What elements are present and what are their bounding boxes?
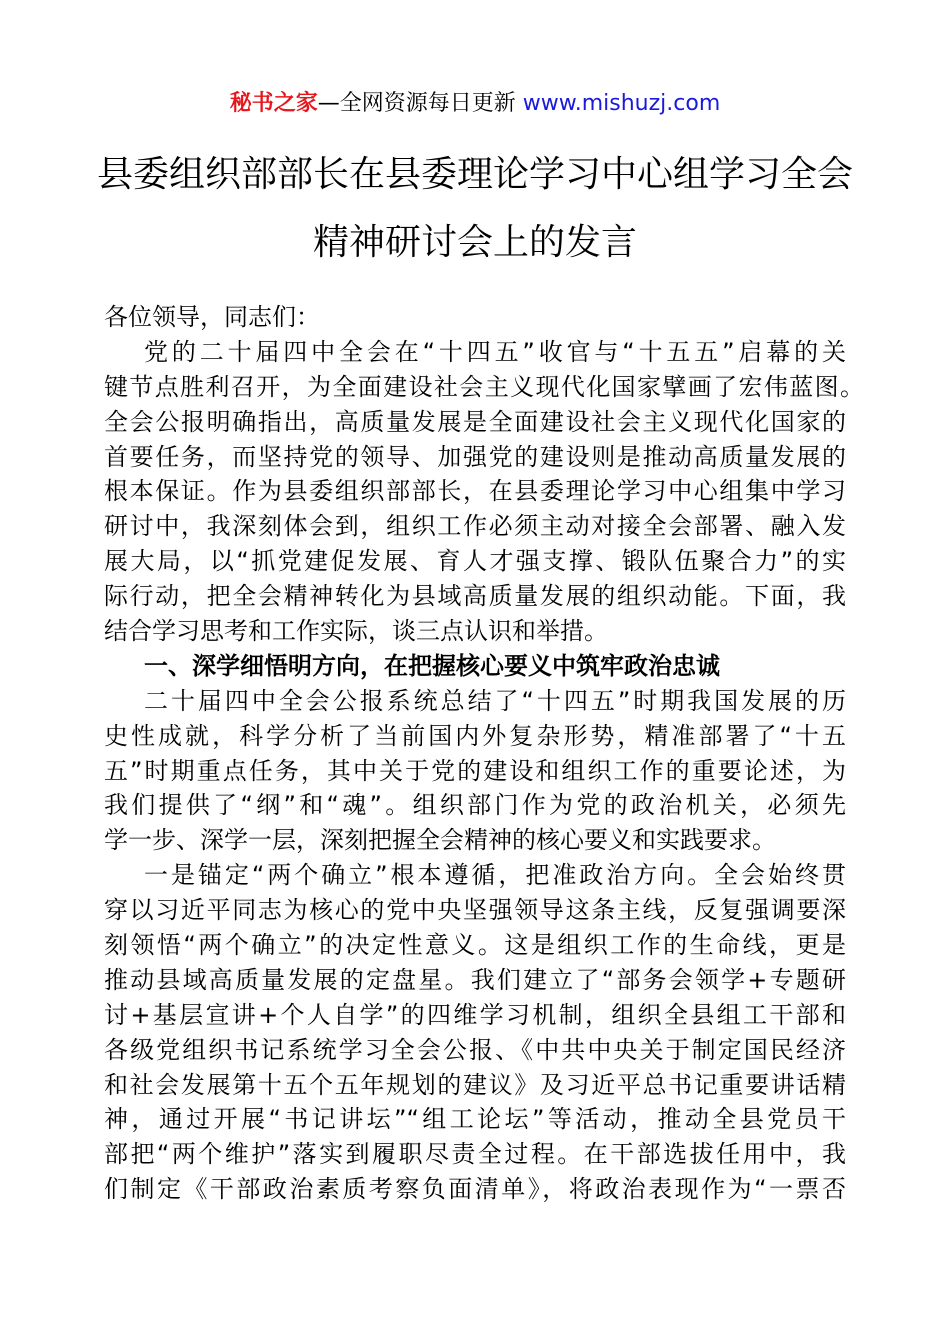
paragraph-line: 全会公报明确指出，高质量发展是全面建设社会主义现代化国家的: [104, 407, 846, 436]
paragraph-line: 学一步、深学一层，深刻把握全会精神的核心要义和实践要求。: [104, 826, 776, 855]
paragraph-line: 根本保证。作为县委组织部部长，在县委理论学习中心组集中学习: [104, 477, 846, 506]
site-header: [0, 88, 950, 120]
section-heading: 一、深学细悟明方向，在把握核心要义中筑牢政治忠诚: [144, 651, 720, 680]
paragraph-line: 讨+基层宣讲+个人自学”的四维学习机制，组织全县组工干部和: [104, 1000, 846, 1029]
paragraph-line: 键节点胜利召开，为全面建设社会主义现代化国家擘画了宏伟蓝图。: [104, 372, 864, 401]
paragraph-line: 二十届四中全会公报系统总结了“十四五”时期我国发展的历: [144, 686, 846, 715]
site-tagline: —全网资源每日更新: [317, 91, 523, 116]
paragraph-line: 和社会发展第十五个五年规划的建议》及习近平总书记重要讲话精: [104, 1070, 846, 1099]
paragraph-line: 各级党组织书记系统学习全会公报、《中共中央关于制定国民经济: [104, 1035, 846, 1064]
paragraph-line: 们制定《干部政治素质考察负面清单》，将政治表现作为“一票否: [104, 1175, 846, 1204]
paragraph-line: 五”时期重点任务，其中关于党的建设和组织工作的重要论述，为: [104, 756, 846, 785]
paragraph-line: 史性成就，科学分析了当前国内外复杂形势，精准部署了“十五: [104, 721, 846, 750]
paragraph-line: 推动县域高质量发展的定盘星。我们建立了“部务会领学+专题研: [104, 965, 846, 994]
paragraph-line: 研讨中，我深刻体会到，组织工作必须主动对接全会部署、融入发: [104, 512, 846, 541]
site-url-link[interactable]: www.mishuzj.com: [522, 91, 721, 116]
paragraph-line: 结合学习思考和工作实际，谈三点认识和举措。: [104, 617, 608, 646]
paragraph-line: 一是锚定“两个确立”根本遵循，把准政治方向。全会始终贯: [144, 861, 846, 890]
paragraph-line: 我们提供了“纲”和“魂”。组织部门作为党的政治机关，必须先: [104, 791, 846, 820]
paragraph-line: 首要任务，而坚持党的领导、加强党的建设则是推动高质量发展的: [104, 442, 846, 471]
paragraph-line: 展大局，以“抓党建促发展、育人才强支撑、锻队伍聚合力”的实: [104, 547, 846, 576]
salutation: 各位领导，同志们：: [104, 303, 320, 331]
paragraph-line: 刻领悟“两个确立”的决定性意义。这是组织工作的生命线，更是: [104, 931, 846, 960]
document-title-line-1: 县委组织部部长在县委理论学习中心组学习全会: [96, 154, 853, 195]
paragraph-line: 际行动，把全会精神转化为县域高质量发展的组织动能。下面，我: [104, 582, 846, 611]
paragraph-line: 神，通过开展“书记讲坛”“组工论坛”等活动，推动全县党员干: [104, 1105, 846, 1134]
paragraph-line: 穿以习近平同志为核心的党中央坚强领导这条主线，反复强调要深: [104, 896, 846, 925]
document-title-line-2: 精神研讨会上的发言: [312, 222, 637, 263]
paragraph-line: 党的二十届四中全会在“十四五”收官与“十五五”启幕的关: [144, 337, 846, 366]
paragraph-line: 部把“两个维护”落实到履职尽责全过程。在干部选拔任用中，我: [104, 1140, 846, 1169]
document-body: [104, 300, 864, 1207]
site-brand: 秘书之家: [229, 91, 318, 116]
